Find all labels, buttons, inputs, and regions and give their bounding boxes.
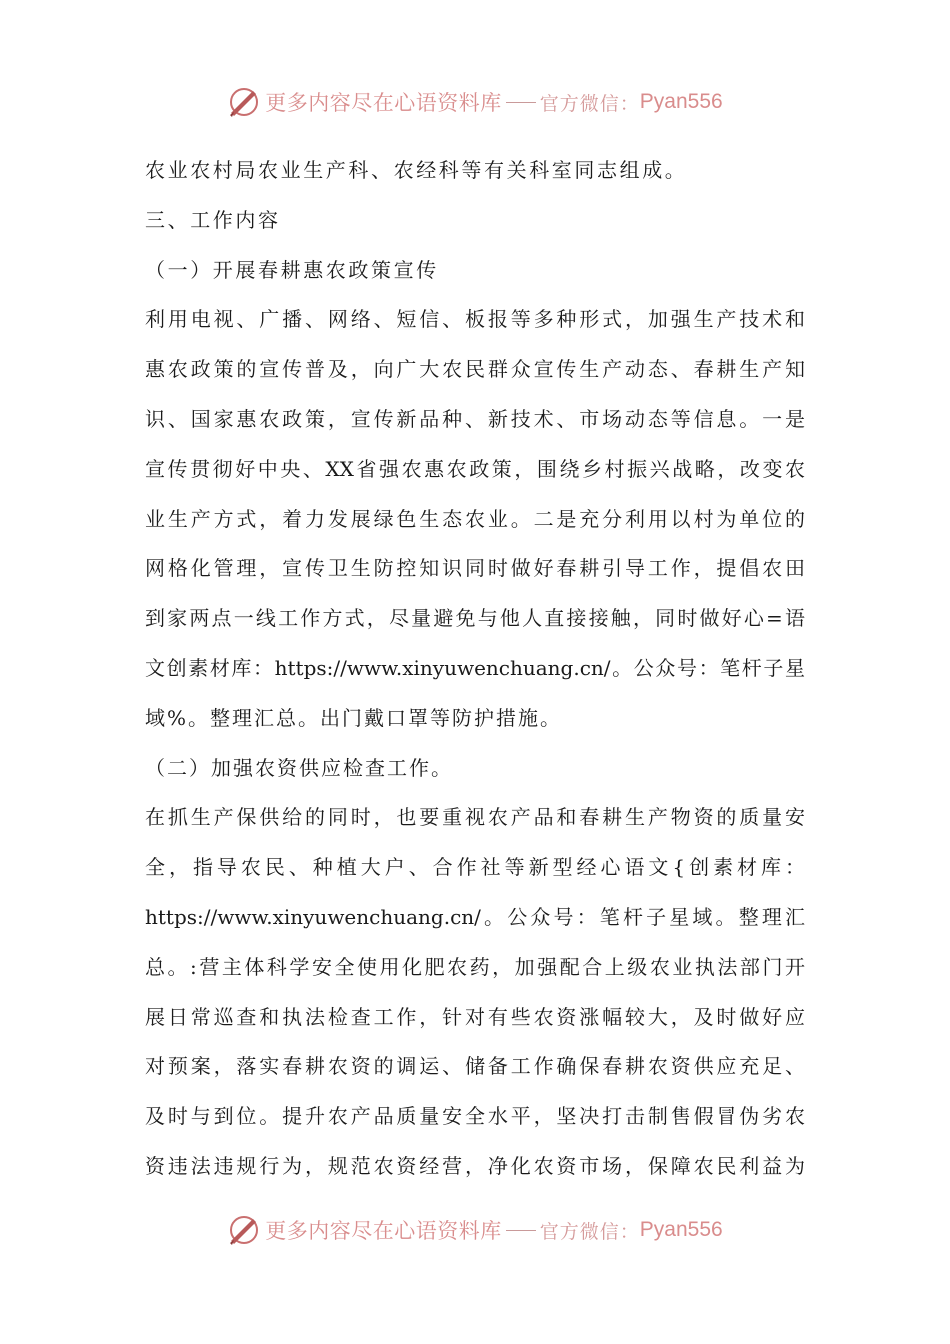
paragraph-line: 业生产方式，着力发展绿色生态农业。二是充分利用以村为单位的	[145, 506, 805, 531]
footer-banner	[0, 1208, 950, 1252]
paragraph-line: 资违法违规行为，规范农资经营，净化农资市场，保障农民利益为	[145, 1153, 805, 1178]
paragraph-line: 网格化管理，宣传卫生防控知识同时做好春耕引导工作，提倡农田	[145, 556, 805, 581]
paragraph-line: 宣传贯彻好中央、XX省强农惠农政策，围绕乡村振兴战略，改变农	[145, 456, 805, 481]
pen-logo-icon	[227, 1213, 261, 1247]
paragraph-line: 及时与到位。提升农产品质量安全水平，坚决打击制售假冒伪劣农	[145, 1104, 805, 1129]
subsection-heading: （二）加强农资供应检查工作。	[145, 755, 453, 780]
banner-dash	[506, 102, 536, 103]
paragraph-line: 域%。整理汇总。出门戴口罩等防护措施。	[145, 705, 563, 730]
paragraph-line: 识、国家惠农政策，宣传新品种、新技术、市场动态等信息。一是	[145, 406, 805, 431]
banner-ad-text: 更多内容尽在心语资料库	[265, 1219, 502, 1243]
paragraph-line: 对预案，落实春耕农资的调运、储备工作确保春耕农资供应充足、	[145, 1054, 805, 1079]
banner-wechat-id: Pyan556	[639, 90, 723, 113]
subsection-heading: （一）开展春耕惠农政策宣传	[145, 257, 439, 282]
paragraph-line: 在抓生产保供给的同时，也要重视农产品和春耕生产物资的质量安	[145, 805, 805, 830]
paragraph-line: 利用电视、广播、网络、短信、板报等多种形式，加强生产技术和	[145, 307, 805, 332]
banner-wechat-label: 官方微信：	[539, 1220, 640, 1243]
paragraph-line: 展日常巡查和执法检查工作，针对有些农资涨幅较大，及时做好应	[145, 1004, 805, 1029]
banner-dash	[506, 1230, 536, 1231]
banner-ad-text: 更多内容尽在心语资料库	[265, 91, 502, 115]
paragraph-line: 总。:营主体科学安全使用化肥农药，加强配合上级农业执法部门开	[145, 954, 805, 979]
section-heading: 三、工作内容	[145, 207, 281, 232]
header-banner	[0, 80, 950, 124]
paragraph-line: https://www.xinyuwenchuang.cn/。公众号：笔杆子星域。整理汇	[145, 904, 805, 929]
paragraph-line: 惠农政策的宣传普及，向广大农民群众宣传生产动态、春耕生产知	[145, 357, 805, 382]
paragraph-line: 全，指导农民、种植大户、合作社等新型经心语文{创素材库：	[145, 855, 805, 880]
banner-wechat-id: Pyan556	[639, 1218, 723, 1241]
pen-logo-icon	[227, 85, 261, 119]
paragraph-line: 到家两点一线工作方式，尽量避免与他人直接接触，同时做好心=语	[145, 606, 805, 631]
document-body	[145, 146, 805, 1192]
paragraph-line: 文创素材库：https://www.xinyuwenchuang.cn/。公众号：笔杆子星	[145, 655, 805, 680]
paragraph-line: 农业农村局农业生产科、农经科等有关科室同志组成。	[145, 158, 688, 182]
banner-wechat-label: 官方微信：	[539, 92, 640, 115]
